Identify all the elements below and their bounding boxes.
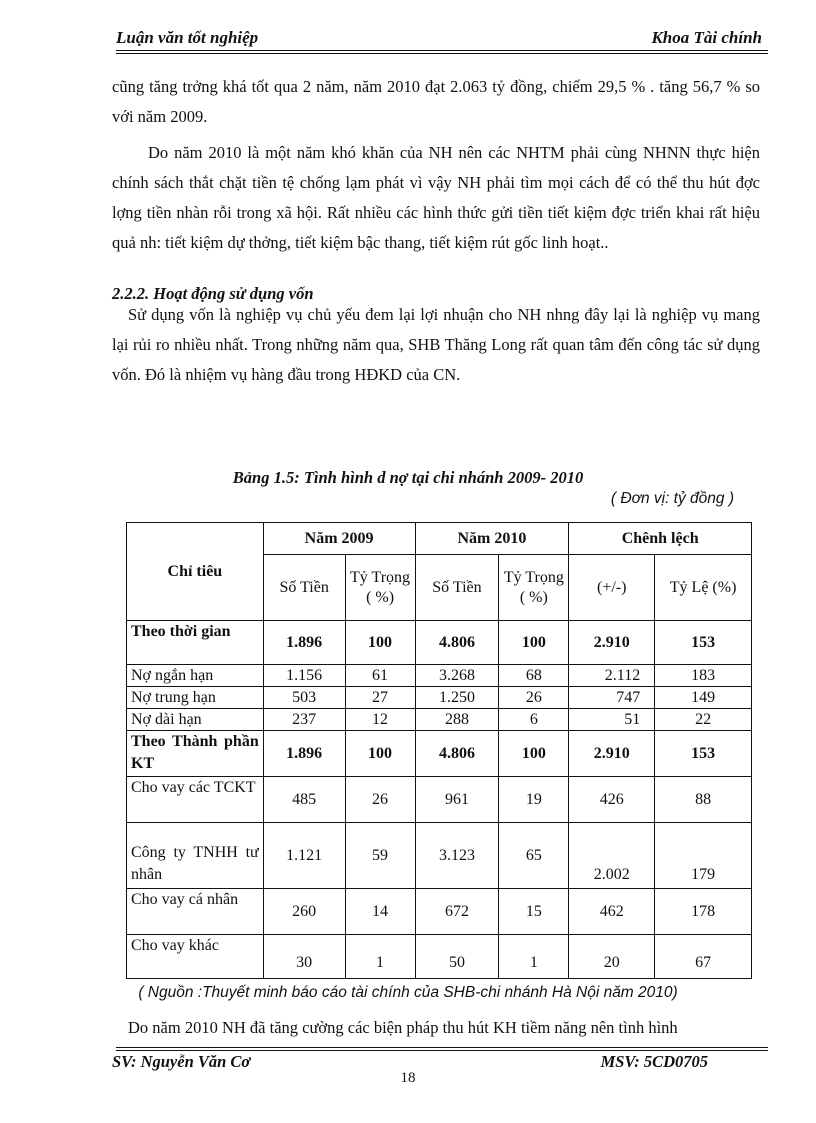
table-row: [127, 889, 752, 935]
col-header-2010: Năm 2010: [415, 523, 569, 555]
table-row: [127, 731, 752, 777]
cell-amount-2009: 260: [263, 889, 345, 935]
cell-amount-2009: 485: [263, 777, 345, 823]
table-row: [127, 709, 752, 731]
row-label: Nợ dài hạn: [127, 709, 264, 731]
page-footer: [112, 1052, 764, 1072]
cell-amount-2009: 1.121: [263, 823, 345, 889]
cell-diff: 462: [569, 889, 655, 935]
paragraph-4: Do năm 2010 NH đã tăng cường các biện pháp thu hút KH tiềm năng nên tình hình: [128, 1018, 678, 1037]
cell-amount-2010: 4.806: [415, 621, 499, 665]
row-label: Nợ trung hạn: [127, 687, 264, 709]
cell-ratio: 178: [655, 889, 752, 935]
section-heading: 2.2.2. Hoạt động sử dụng vốn: [112, 284, 314, 303]
cell-diff: 20: [569, 935, 655, 979]
cell-ratio: 179: [655, 823, 752, 889]
page-number: 18: [400, 1070, 416, 1086]
cell-ratio: 149: [655, 687, 752, 709]
cell-share-2010: 6: [499, 709, 569, 731]
header-faculty: Khoa Tài chính: [651, 28, 762, 47]
footer-student-name: SV: Nguyễn Văn Cơ: [112, 1052, 251, 1071]
cell-diff: 2.112: [569, 665, 655, 687]
row-label: Công ty TNHH tư nhân: [127, 823, 264, 889]
cell-share-2010: 65: [499, 823, 569, 889]
cell-amount-2010: 3.268: [415, 665, 499, 687]
cell-ratio: 67: [655, 935, 752, 979]
col-header-plusminus: (+/-): [569, 555, 655, 621]
loan-balance-table: [126, 522, 752, 979]
cell-share-2010: 100: [499, 731, 569, 777]
header-rule-thin: [116, 53, 768, 54]
cell-share-2009: 1: [345, 935, 415, 979]
col-header-share-2010: Tỷ Trọng ( %): [499, 555, 569, 621]
cell-amount-2009: 503: [263, 687, 345, 709]
row-label: Theo thời gian: [127, 621, 264, 665]
cell-diff: 747: [569, 687, 655, 709]
cell-share-2010: 15: [499, 889, 569, 935]
table-row: [127, 935, 752, 979]
cell-amount-2010: 288: [415, 709, 499, 731]
table-row: [127, 823, 752, 889]
table-header-row-1: [127, 523, 752, 555]
col-header-share-2009: Tỷ Trọng ( %): [345, 555, 415, 621]
cell-share-2009: 100: [345, 731, 415, 777]
header-rule: [116, 50, 768, 51]
table-caption: Bảng 1.5: Tình hình d nợ tại chi nhánh 2009- 2010: [232, 468, 584, 487]
cell-amount-2010: 50: [415, 935, 499, 979]
cell-share-2010: 1: [499, 935, 569, 979]
cell-diff: 2.002: [569, 823, 655, 889]
row-label: Theo Thành phần KT: [127, 731, 264, 777]
table-unit: ( Đơn vị: tỷ đồng ): [610, 490, 734, 507]
cell-ratio: 183: [655, 665, 752, 687]
cell-share-2009: 14: [345, 889, 415, 935]
cell-amount-2010: 672: [415, 889, 499, 935]
cell-diff: 51: [569, 709, 655, 731]
footer-student-id: MSV: 5CD0705: [600, 1052, 708, 1071]
header-thesis-title: Luận văn tốt nghiệp: [116, 28, 259, 47]
cell-amount-2010: 4.806: [415, 731, 499, 777]
cell-diff: 2.910: [569, 731, 655, 777]
table-row: [127, 687, 752, 709]
page-header: [116, 28, 768, 50]
cell-diff: 426: [569, 777, 655, 823]
cell-share-2009: 26: [345, 777, 415, 823]
cell-share-2009: 61: [345, 665, 415, 687]
cell-amount-2009: 30: [263, 935, 345, 979]
cell-amount-2010: 1.250: [415, 687, 499, 709]
cell-share-2009: 100: [345, 621, 415, 665]
col-header-ratio: Tỷ Lệ (%): [655, 555, 752, 621]
cell-diff: 2.910: [569, 621, 655, 665]
col-header-2009: Năm 2009: [263, 523, 415, 555]
table-row: [127, 665, 752, 687]
cell-share-2010: 68: [499, 665, 569, 687]
cell-amount-2010: 3.123: [415, 823, 499, 889]
cell-amount-2010: 961: [415, 777, 499, 823]
col-header-criteria: Chỉ tiêu: [127, 523, 264, 621]
row-label: Nợ ngắn hạn: [127, 665, 264, 687]
cell-amount-2009: 1.156: [263, 665, 345, 687]
cell-share-2010: 19: [499, 777, 569, 823]
cell-ratio: 153: [655, 731, 752, 777]
cell-share-2009: 27: [345, 687, 415, 709]
cell-amount-2009: 237: [263, 709, 345, 731]
col-header-amount-2010: Số Tiền: [415, 555, 499, 621]
table-row: [127, 777, 752, 823]
footer-rule: [116, 1047, 768, 1048]
cell-share-2010: 100: [499, 621, 569, 665]
row-label: Cho vay cá nhân: [127, 889, 264, 935]
cell-amount-2009: 1.896: [263, 731, 345, 777]
cell-ratio: 22: [655, 709, 752, 731]
row-label: Cho vay khác: [127, 935, 264, 979]
cell-amount-2009: 1.896: [263, 621, 345, 665]
paragraph-2: Do năm 2010 là một năm khó khăn của NH nên các NHTM phải cùng NHNN thực hiện chính sách thắt chặt tiền tệ chống lạm phát vì vậy NH phải tìm mọi cách để có thể thu hút đợc lợng tiền nhàn rỗi trong xã hội. Rất nhiều các hình thức gửi tiền tiết kiệm đợc triển khai rất hiệu quả nh: tiết kiệm dự thởng, tiết kiệm bậc thang, tiết kiệm rút gốc linh hoạt..: [112, 143, 760, 252]
table-row: [127, 621, 752, 665]
paragraph-1: cũng tăng trởng khá tốt qua 2 năm, năm 2010 đạt 2.063 tỷ đồng, chiếm 29,5 % . tăng 56,7 % so với năm 2009.: [112, 77, 760, 126]
cell-ratio: 88: [655, 777, 752, 823]
col-header-amount-2009: Số Tiền: [263, 555, 345, 621]
cell-share-2009: 59: [345, 823, 415, 889]
paragraph-3: Sử dụng vốn là nghiệp vụ chủ yếu đem lại lợi nhuận cho NH nhng đây lại là nghiệp vụ mang lại rủi ro nhiều nhất. Trong những năm qua, SHB Thăng Long rất quan tâm đến công tác sử dụng vốn. Đó là nhiệm vụ hàng đầu trong HĐKD của CN.: [112, 305, 760, 384]
col-header-diff: Chênh lệch: [569, 523, 752, 555]
cell-ratio: 153: [655, 621, 752, 665]
row-label: Cho vay các TCKT: [127, 777, 264, 823]
cell-share-2009: 12: [345, 709, 415, 731]
cell-share-2010: 26: [499, 687, 569, 709]
table-source: ( Nguồn :Thuyết minh báo cáo tài chính của SHB-chi nhánh Hà Nội năm 2010): [138, 984, 678, 1001]
footer-rule-thin: [116, 1050, 768, 1051]
